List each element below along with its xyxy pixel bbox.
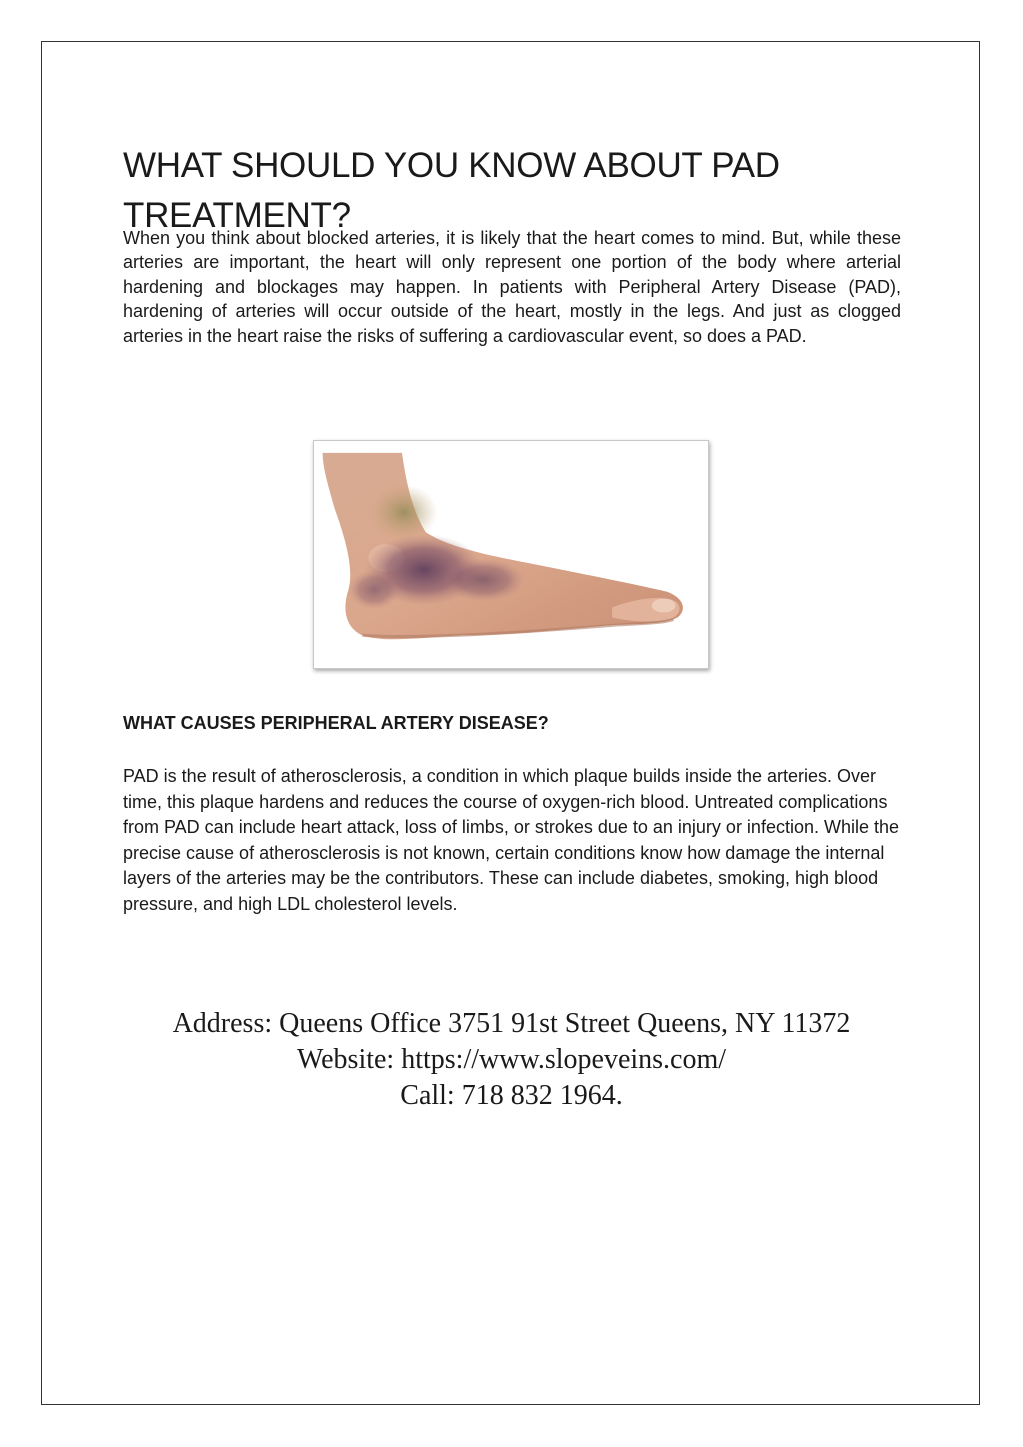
- contact-website[interactable]: Website: https://www.slopeveins.com/: [296, 1044, 727, 1075]
- section-paragraph: PAD is the result of atherosclerosis, a condition in which plaque builds inside the arteries. Over time, this plaque hardens and reduces the course of oxygen-rich blood. Untreated complications from PAD can include heart attack, loss of limbs, or strokes due to an injury or infection. While the precise cause of atherosclerosis is not known, certain conditions know how damage the internal layers of the arteries may be the contributors. These can include diabetes, smoking, high blood pressure, and high LDL cholesterol levels.: [123, 766, 900, 914]
- section-title: WHAT CAUSES PERIPHERAL ARTERY DISEASE?: [123, 713, 549, 733]
- intro-paragraph: When you think about blocked arteries, it is likely that the heart comes to mind. But, while these arteries are important, the heart will only represent one portion of the body where arterial hardening and blockages may happen. In patients with Peripheral Artery Disease (PAD), hardening of arteries will occur outside of the heart, mostly in the legs. And just as clogged arteries in the heart raise the risks of suffering a cardiovascular event, so does a PAD.: [123, 228, 901, 346]
- contact-phone: Call: 718 832 1964.: [400, 1080, 623, 1111]
- contact-address: Address: Queens Office 3751 91st Street Queens, NY 11372: [172, 1008, 851, 1039]
- page-title: WHAT SHOULD YOU KNOW ABOUT PAD TREATMENT?: [123, 146, 780, 235]
- contact-block: [90, 1006, 933, 1114]
- foot-photo: [313, 440, 709, 669]
